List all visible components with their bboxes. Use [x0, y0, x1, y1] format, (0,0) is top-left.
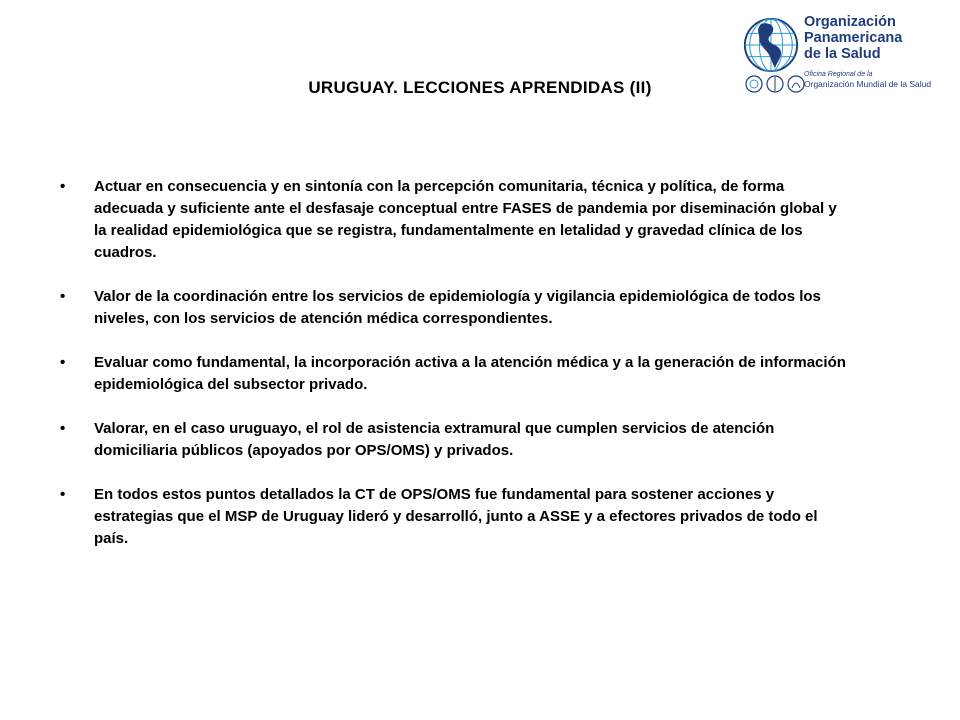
logo-name-line: de la Salud [804, 46, 881, 62]
logo-name-line: Organización [804, 14, 896, 30]
logo-subtitle [804, 70, 931, 90]
lessons-list [60, 176, 850, 572]
bullet-icon: • [60, 288, 66, 305]
bullet-icon: • [60, 486, 66, 503]
lesson-item [60, 286, 850, 330]
emblems-icon [744, 74, 806, 94]
lesson-text: En todos estos puntos detallados la CT de OPS/OMS fue fundamental para sostener acciones y estrategias que el MSP de Uruguay lideró y desarrolló, junto a ASSE y a efectores privados de todo el país. [94, 486, 818, 547]
lesson-text: Valor de la coordinación entre los servicios de epidemiología y vigilancia epidemiológica de todos los niveles, con los servicios de atención médica correspondientes. [94, 288, 821, 327]
globe-icon [742, 16, 800, 74]
logo-org-name [804, 14, 902, 62]
logo-subtitle-line2: Organización Mundial de la Salud [804, 79, 932, 89]
lesson-item [60, 176, 850, 264]
logo-subtitle-line1: Oficina Regional de la [804, 71, 873, 78]
lesson-item [60, 418, 850, 462]
logo-name-line: Panamericana [804, 30, 903, 46]
lesson-text: Evaluar como fundamental, la incorporación activa a la atención médica y a la generación de información epidemiológica del subsector privado. [94, 354, 846, 393]
bullet-icon: • [60, 354, 66, 371]
bullet-icon: • [60, 178, 66, 195]
bullet-icon: • [60, 420, 66, 437]
lesson-item [60, 352, 850, 396]
lesson-item [60, 484, 850, 550]
paho-logo [742, 14, 942, 94]
lesson-text: Valorar, en el caso uruguayo, el rol de asistencia extramural que cumplen servicios de atención domiciliaria públicos (apoyados por OPS/OMS) y privados. [94, 420, 775, 459]
lesson-text: Actuar en consecuencia y en sintonía con la percepción comunitaria, técnica y política, de forma adecuada y suficiente ante el desfasaje conceptual entre FASES de pandemia por diseminación global y la realidad epidemiológica que se registra, fundamentalmente en letalidad y gravedad clínica de los cuadros. [94, 178, 837, 261]
slide-title: URUGUAY. LECCIONES APRENDIDAS (II) [308, 78, 652, 97]
